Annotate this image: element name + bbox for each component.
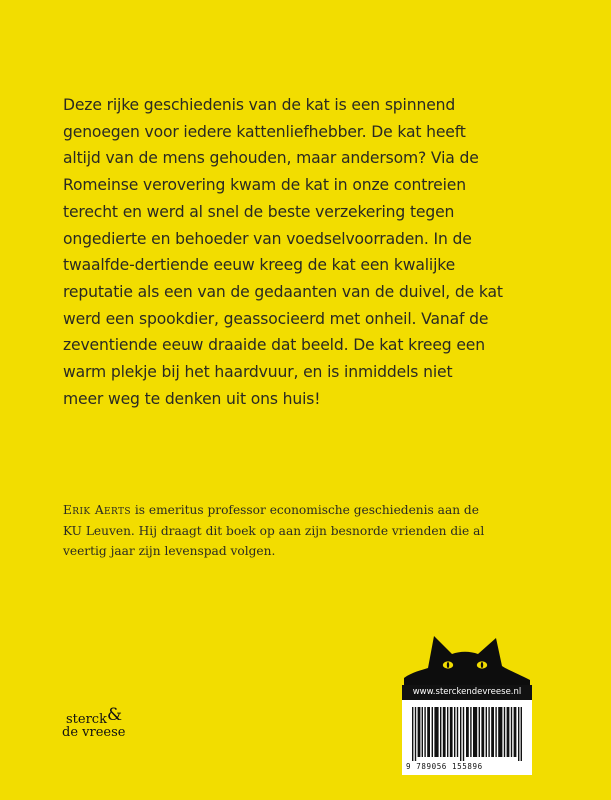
author-bio-text: is emeritus professor economische geschiedenis aan de [130,503,479,517]
isbn-number: 9 789056 155896 [406,762,483,771]
blurb-line: twaalfde-dertiende eeuw kreeg de kat een kwalijke [63,256,456,275]
blurb-line: reputatie als een van de gedaanten van de duivel, de kat [63,282,503,301]
barcode-label [402,685,532,775]
blurb-line: ongedierte en behoeder van voedselvoorraden. In de [63,229,472,248]
publisher-website: www.sterckendevreese.nl [402,685,532,700]
blurb-line: zeventiende eeuw draaide dat beeld. De kat kreeg een [63,336,485,355]
blurb-line: genoegen voor iedere kattenliefhebber. De kat heeft [63,122,466,141]
blurb-line: Romeinse verovering kwam de kat in onze contreien [63,176,466,195]
blurb-line: warm plekje bij het haardvuur, en is inmiddels niet [63,363,453,382]
author-bio-line: KU Leuven. Hij draagt dit boek op aan zijn besnorde vrienden die al [63,523,485,538]
author-name: Erik Aerts [63,503,131,517]
publisher-name-part2: de vreese [62,725,126,740]
publisher-logo [62,705,152,740]
blurb-line: werd een spookdier, geassocieerd met onheil. Vanaf de [63,309,489,328]
back-cover-blurb [63,92,583,412]
publisher-logo-line [62,705,152,727]
author-bio-line [63,500,583,521]
publisher-ampersand: & [106,705,123,725]
publisher-name-part1: sterck [66,712,107,727]
blurb-line: Deze rijke geschiedenis van de kat is een spinnend [63,96,456,114]
barcode-area [402,700,532,775]
isbn-barcode [412,707,522,761]
author-bio-line: veertig jaar zijn levenspad volgen. [63,544,276,558]
blurb-line: meer weg te denken uit ons huis! [63,389,321,408]
blurb-line: altijd van de mens gehouden, maar andersom? Via de [63,149,479,168]
author-bio [63,500,583,562]
black-cat-peeking-icon [402,632,532,688]
blurb-line: terecht en werd al snel de beste verzekering tegen [63,202,455,221]
